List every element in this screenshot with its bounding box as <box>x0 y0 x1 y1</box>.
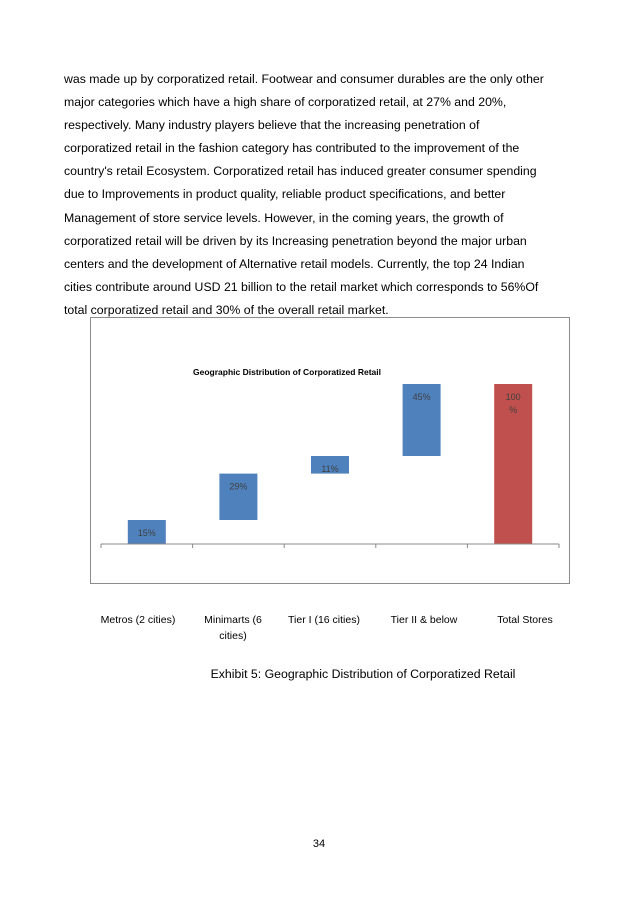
paragraph-line: was made up by corporatized retail. Footwear and consumer durables are the only other <box>64 72 544 86</box>
x-category-label: Tier II & below <box>390 614 458 626</box>
bar-1 <box>219 474 257 520</box>
paragraph-line: corporatized retail in the fashion category has contributed to the improvement of the <box>64 141 520 156</box>
data-label-0: 15% <box>137 528 156 538</box>
paragraph-line: centers and the development of Alternative retail models. Currently, the top 24 Indian <box>64 256 525 271</box>
paragraph-line: due to Improvements in product quality, reliable product specifications, and better <box>64 187 506 202</box>
data-label-1: 29% <box>229 481 248 492</box>
paragraph-line: respectively. Many industry players believe that the increasing penetration of <box>64 118 480 133</box>
chart-frame <box>90 317 570 584</box>
paragraph-line: country's retail Ecosystem. Corporatized retail has induced greater consumer spending <box>64 164 537 179</box>
page-number: 34 <box>312 838 326 850</box>
paragraph-line: major categories which have a high share of corporatized retail, at 27% and 20%, <box>64 95 507 110</box>
x-category-label: Minimarts (6 cities) <box>204 614 262 642</box>
chart-title: Geographic Distribution of Corporatized Retail <box>193 367 381 377</box>
waterfall-chart <box>91 318 569 583</box>
x-category-label: Tier I (16 cities) <box>288 614 360 626</box>
figure-caption <box>0 667 638 681</box>
x-category-label: Metros (2 cities) <box>100 614 176 626</box>
paragraph-line: cities contribute around USD 21 billion to the retail market which corresponds to 56%Of <box>64 279 539 294</box>
data-label-3: 45% <box>412 392 431 402</box>
data-label-4: % <box>509 405 518 415</box>
data-label-2: 11% <box>321 464 339 474</box>
paragraph-line: total corporatized retail and 30% of the overall retail market. <box>64 302 389 317</box>
paragraph-line: corporatized retail will be driven by its Increasing penetration beyond the major urban <box>64 233 527 248</box>
data-label-4: 100 <box>505 392 521 402</box>
caption-text: Exhibit 5: Geographic Distribution of Corporatized Retail <box>210 667 516 681</box>
x-category-label: Total Stores <box>497 614 553 626</box>
body-paragraph <box>64 68 564 322</box>
paragraph-line: Management of store service levels. However, in the coming years, the growth of <box>64 210 504 225</box>
